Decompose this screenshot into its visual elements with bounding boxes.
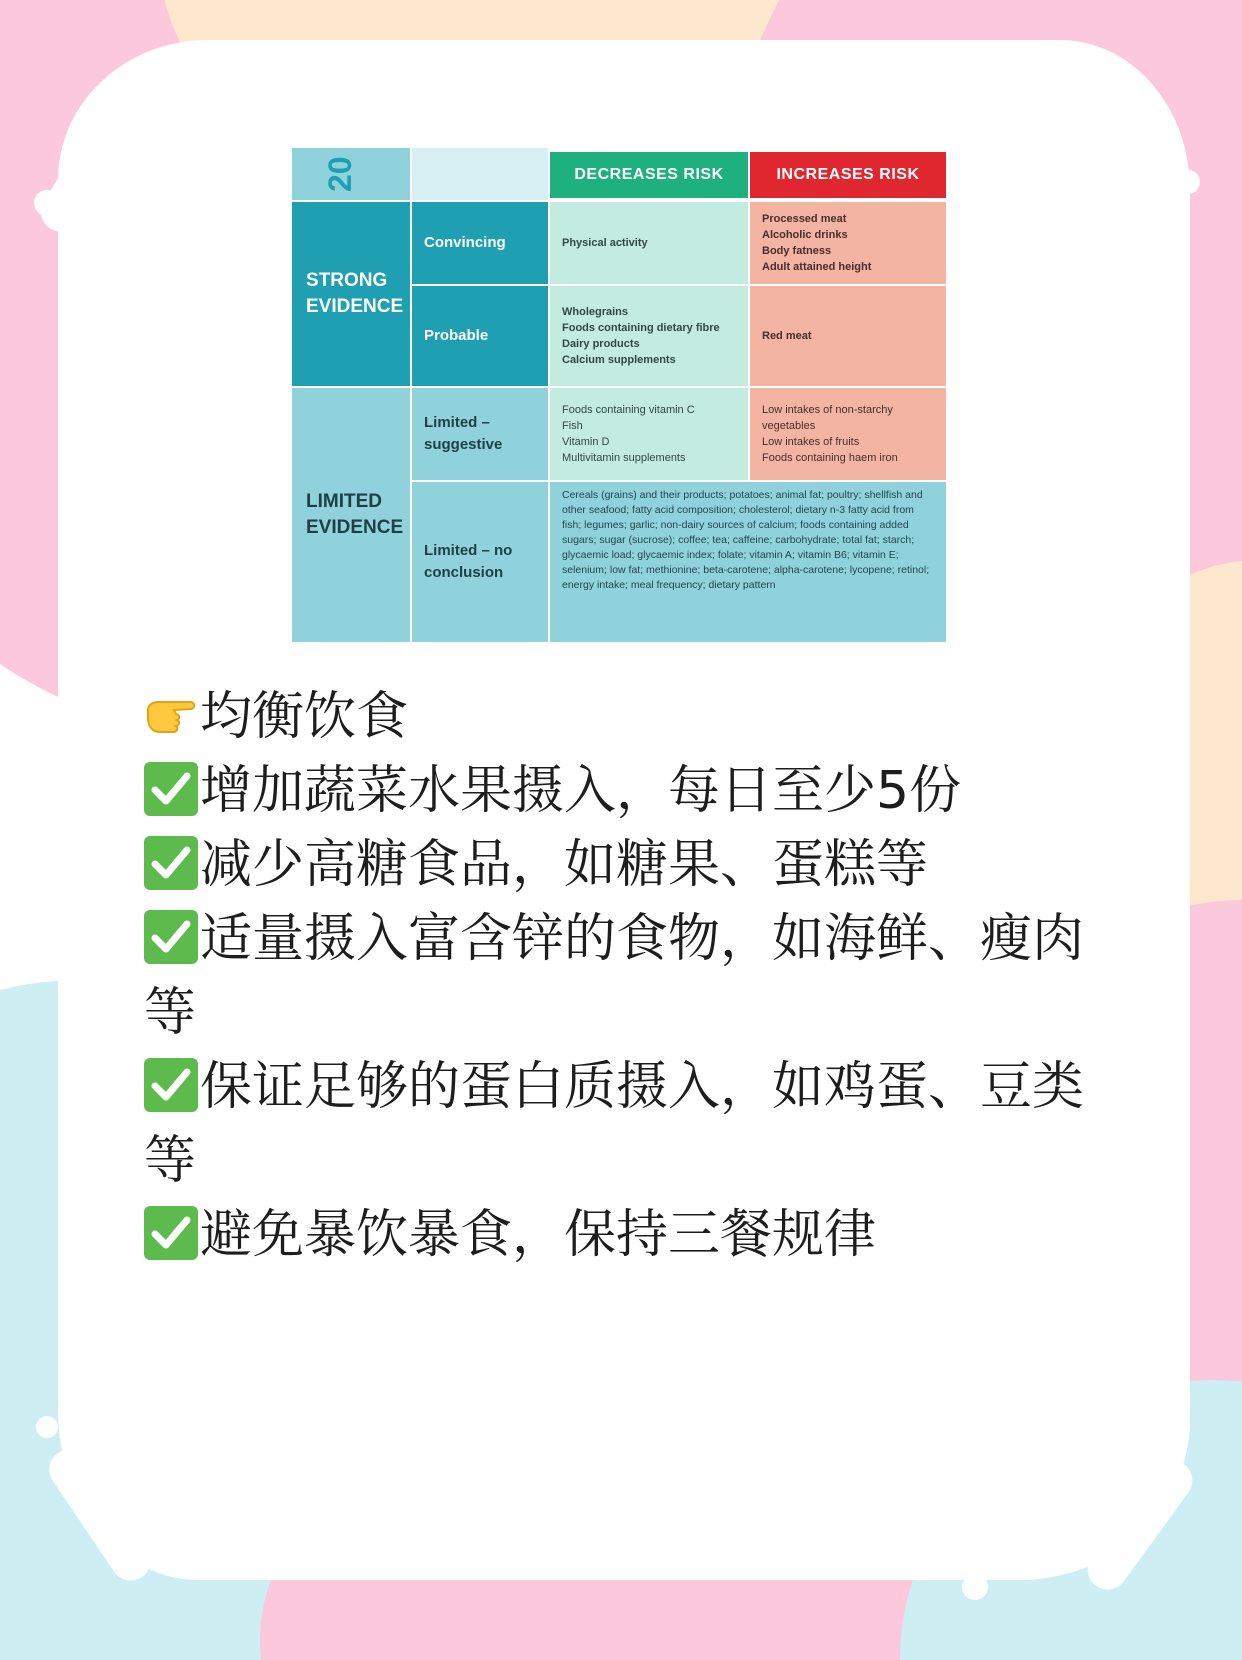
probable-decreases	[550, 286, 748, 386]
check-mark-button-icon	[144, 910, 198, 964]
convincing-increases-item: Adult attained height	[762, 261, 872, 273]
list-item	[144, 1050, 1104, 1198]
check-mark-button-icon	[144, 1058, 198, 1112]
sparkle-dot-left	[34, 190, 60, 216]
convincing-decreases	[550, 202, 748, 284]
probable-decreases-item: Calcium supplements	[562, 354, 676, 366]
probable-decreases-item: Dairy products	[562, 338, 640, 350]
list-item	[144, 828, 1104, 902]
suggestive-decreases	[550, 388, 748, 480]
list-item-text: 增加蔬菜水果摄入，每日至少5份	[200, 761, 962, 821]
convincing-label: Convincing	[412, 202, 548, 284]
list-item-text: 保证足够的蛋白质摄入，如鸡蛋、豆类等	[144, 1057, 1085, 1191]
list-item	[144, 902, 1104, 1050]
suggestive-decreases-item: Multivitamin supplements	[562, 452, 686, 464]
probable-increases	[750, 286, 946, 386]
evidence-table-image	[292, 148, 946, 642]
list-item	[144, 754, 1104, 828]
suggestive-increases-item: Foods containing haem iron	[762, 452, 898, 464]
section-heading-text: 均衡饮食	[200, 687, 409, 747]
backhand-index-pointing-right-icon	[144, 688, 198, 742]
list-item-text: 减少高糖食品，如糖果、蛋糕等	[200, 835, 929, 895]
no-conclusion-label: Limited – no conclusion	[412, 482, 548, 642]
suggestive-increases	[750, 388, 946, 480]
table-corner-number: 20	[322, 156, 358, 192]
convincing-increases-item: Alcoholic drinks	[762, 229, 848, 241]
list-item-text: 避免暴饮暴食，保持三餐规律	[200, 1205, 877, 1265]
check-mark-button-icon	[144, 1206, 198, 1260]
sparkle-dot-bottom-right	[962, 1574, 988, 1600]
suggestive-label: Limited – suggestive	[412, 388, 548, 480]
section-heading	[144, 680, 1104, 754]
no-conclusion-text: Cereals (grains) and their products; potatoes; animal fat; poultry; shellfish and other seafood; fatty acid composition; cholesterol; dietary n-3 fatty acid from fish; legumes; garlic; non-dairy sources of calcium; foods containing added sugars; sugar (sucrose); coffee; tea; caffeine; carbohydrate; total fat; starch; glycaemic load; glycaemic index; folate; vitamin A; vitamin B6; vitamin E; selenium; low fat; methionine; beta-carotene; alpha-carotene; lycopene; retinol; energy intake; meal frequency; dietary pattern	[550, 482, 946, 642]
check-mark-button-icon	[144, 762, 198, 816]
sparkle-dot-right	[1176, 170, 1200, 194]
decreases-risk-header: DECREASES RISK	[550, 152, 748, 198]
suggestive-decreases-item: Foods containing vitamin C	[562, 404, 695, 416]
strong-evidence-label: STRONG EVIDENCE	[292, 202, 410, 386]
limited-evidence-label: LIMITED EVIDENCE	[292, 388, 410, 642]
probable-increases-item: Red meat	[762, 330, 812, 342]
probable-label: Probable	[412, 286, 548, 386]
probable-decreases-item: Wholegrains	[562, 306, 629, 318]
suggestive-decreases-item: Fish	[562, 420, 583, 432]
suggestive-decreases-item: Vitamin D	[562, 436, 610, 448]
convincing-increases-item: Body fatness	[762, 245, 832, 257]
convincing-decreases-item: Physical activity	[562, 237, 648, 249]
suggestive-increases-item: Low intakes of non-starchy vegetables	[762, 404, 893, 432]
list-item-text: 适量摄入富含锌的食物，如海鲜、瘦肉等	[144, 909, 1085, 1043]
list-item	[144, 1198, 1104, 1272]
suggestive-increases-item: Low intakes of fruits	[762, 436, 860, 448]
table-header-blank	[412, 148, 548, 200]
check-mark-button-icon	[144, 836, 198, 890]
probable-decreases-item: Foods containing dietary fibre	[562, 322, 720, 334]
sparkle-dot-bottom-left	[36, 1416, 58, 1438]
convincing-increases-item: Processed meat	[762, 213, 847, 225]
convincing-increases	[750, 202, 946, 284]
content-text	[144, 680, 1104, 1272]
increases-risk-header: INCREASES RISK	[750, 152, 946, 198]
table-corner	[292, 148, 410, 200]
